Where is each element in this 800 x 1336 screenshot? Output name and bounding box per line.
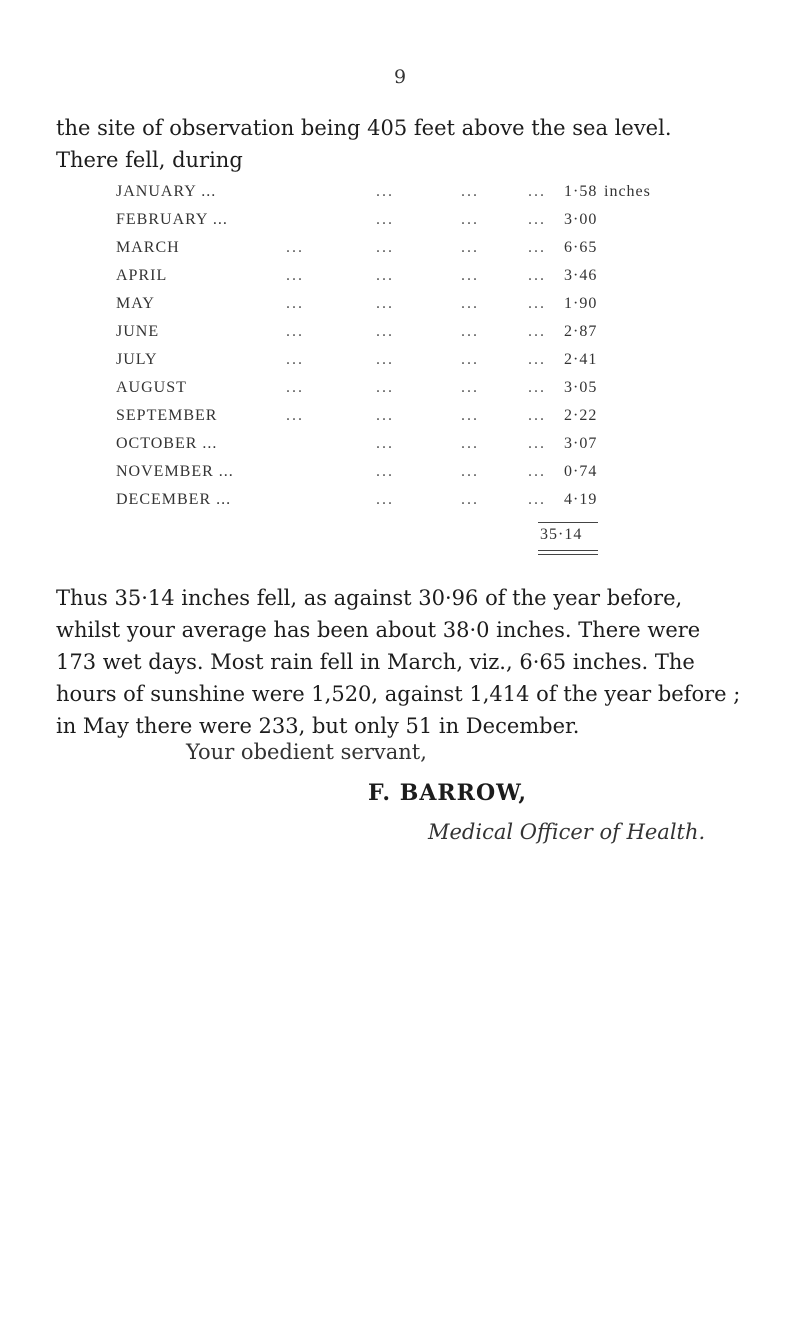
rainfall-row [116,206,676,234]
leader-dot: ... [376,295,394,312]
leader-dot: ... [376,267,394,284]
summary-line: whilst your average has been about 38·0 inches. There were [56,618,701,642]
rainfall-row [116,486,676,514]
closing-salutation: Your obedient servant, [186,740,427,764]
leader-dot: ... [461,407,479,424]
leader-dot: ... [376,435,394,452]
leader-dot: ... [461,379,479,396]
leader-dot: ... [376,323,394,340]
rainfall-value: 3·46 [564,267,598,284]
rainfall-value: 2·41 [564,351,598,368]
month-label: DECEMBER ... [116,491,232,508]
leader-dot: ... [461,463,479,480]
leader-dot: ... [528,323,546,340]
leader-dot: ... [376,239,394,256]
rainfall-value: 3·00 [564,211,598,228]
summary-paragraph [56,582,776,742]
month-label: JANUARY ... [116,183,217,200]
rainfall-value: 2·87 [564,323,598,340]
rainfall-row [116,374,676,402]
rainfall-value: 4·19 [564,491,598,508]
rainfall-unit: inches [604,183,651,200]
summary-line: in May there were 233, but only 51 in December. [56,714,580,738]
leader-dot: ... [528,379,546,396]
leader-dot: ... [461,267,479,284]
month-label: FEBRUARY ... [116,211,228,228]
intro-line: the site of observation being 405 feet above the sea level. [56,116,672,140]
leader-dot: ... [376,463,394,480]
leader-dot: ... [286,295,304,312]
rainfall-value: 6·65 [564,239,598,256]
total-rule [538,522,598,523]
leader-dot: ... [528,491,546,508]
rainfall-row [116,458,676,486]
signature-name: F. BARROW, [368,780,528,806]
month-label: NOVEMBER ... [116,463,234,480]
rainfall-row [116,402,676,430]
page-number: 9 [393,66,407,88]
intro-paragraph [56,112,756,176]
total-double-rule [538,550,598,555]
rainfall-row [116,430,676,458]
leader-dot: ... [461,183,479,200]
leader-dot: ... [528,239,546,256]
month-label: MARCH [116,239,180,256]
rainfall-row [116,290,676,318]
rainfall-row [116,234,676,262]
leader-dot: ... [376,211,394,228]
leader-dot: ... [376,379,394,396]
rainfall-row [116,262,676,290]
month-label: OCTOBER ... [116,435,218,452]
summary-line: 173 wet days. Most rain fell in March, viz., 6·65 inches. The [56,650,695,674]
month-label: JUNE [116,323,160,340]
leader-dot: ... [286,407,304,424]
leader-dot: ... [528,295,546,312]
month-label: MAY [116,295,155,312]
month-label: AUGUST [116,379,187,396]
leader-dot: ... [528,267,546,284]
rainfall-row [116,318,676,346]
rainfall-value: 3·05 [564,379,598,396]
rainfall-row [116,178,676,206]
leader-dot: ... [286,379,304,396]
leader-dot: ... [376,407,394,424]
leader-dot: ... [528,351,546,368]
rainfall-value: 2·22 [564,407,598,424]
leader-dot: ... [528,435,546,452]
rainfall-value: 0·74 [564,463,598,480]
leader-dot: ... [461,295,479,312]
leader-dot: ... [376,351,394,368]
signature-title: Medical Officer of Health. [428,820,706,844]
rainfall-total: 35·14 [540,526,583,543]
leader-dot: ... [528,463,546,480]
leader-dot: ... [286,351,304,368]
month-label: JULY [116,351,158,368]
leader-dot: ... [376,491,394,508]
leader-dot: ... [528,183,546,200]
leader-dot: ... [286,239,304,256]
leader-dot: ... [461,351,479,368]
rainfall-value: 3·07 [564,435,598,452]
rainfall-value: 1·90 [564,295,598,312]
leader-dot: ... [461,323,479,340]
intro-line: There fell, during [56,148,243,172]
leader-dot: ... [528,407,546,424]
month-label: APRIL [116,267,168,284]
rainfall-row [116,346,676,374]
leader-dot: ... [461,239,479,256]
leader-dot: ... [461,211,479,228]
leader-dot: ... [286,323,304,340]
leader-dot: ... [461,435,479,452]
leader-dot: ... [376,183,394,200]
leader-dot: ... [528,211,546,228]
month-label: SEPTEMBER [116,407,218,424]
rainfall-value: 1·58 [564,183,598,200]
summary-line: hours of sunshine were 1,520, against 1,414 of the year before ; [56,682,741,706]
leader-dot: ... [286,267,304,284]
summary-line: Thus 35·14 inches fell, as against 30·96 of the year before, [56,586,683,610]
leader-dot: ... [461,491,479,508]
rainfall-table [116,178,676,514]
